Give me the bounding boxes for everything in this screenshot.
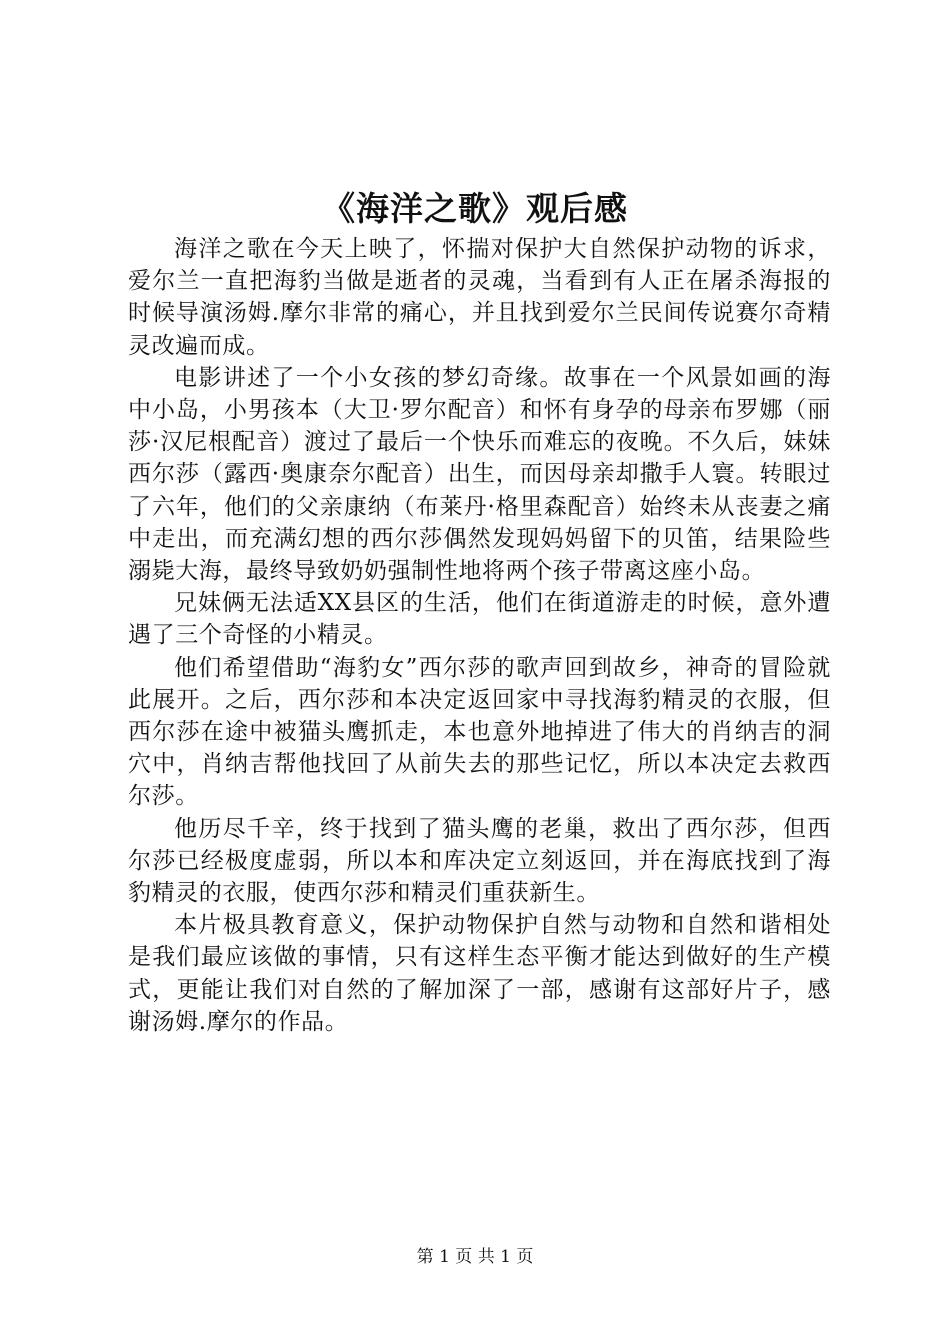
paragraph-3: 兄妹俩无法适XX县区的生活，他们在街道游走的时候，意外遭遇了三个奇怪的小精灵。: [128, 590, 831, 649]
paragraph-5: 他历尽千辛，终于找到了猫头鹰的老巢，救出了西尔莎，但西尔莎已经极度虚弱，所以本和库决定立刻返回，并在海底找到了海豹精灵的衣服，使西尔莎和精灵们重获新生。: [128, 815, 831, 907]
paragraph-4: 他们希望借助“海豹女”西尔莎的歌声回到故乡，神奇的冒险就此展开。之后，西尔莎和本决定返回家中寻找海豹精灵的衣服，但西尔莎在途中被猫头鹰抓走，本也意外地掉进了伟大的肖纳吉的洞穴中，肖纳吉帮他找回了从前失去的那些记忆，所以本决定去救西尔莎。: [128, 654, 831, 810]
page-number-footer: 第 1 页 共 1 页: [416, 1247, 534, 1267]
document-body: [128, 233, 831, 1038]
document-title: 《海洋之歌》观后感: [322, 189, 628, 228]
paragraph-2: 电影讲述了一个小女孩的梦幻奇缘。故事在一个风景如画的海中小岛，小男孩本（大卫·罗尔配音）和怀有身孕的母亲布罗娜（丽莎·汉尼根配音）渡过了最后一个快乐而难忘的夜晚。不久后，妹妹西尔莎（露西·奥康奈尔配音）出生，而因母亲却撒手人寰。转眼过了六年，他们的父亲康纳（布莱丹·格里森配音）始终未从丧妻之痛中走出，而充满幻想的西尔莎偶然发现妈妈留下的贝笛，结果险些溺毙大海，最终导致奶奶强制性地将两个孩子带离这座小岛。: [128, 364, 831, 585]
paragraph-1: 海洋之歌在今天上映了，怀揣对保护大自然保护动物的诉求，爱尔兰一直把海豹当做是逝者的灵魂，当看到有人正在屠杀海报的时候导演汤姆.摩尔非常的痛心，并且找到爱尔兰民间传说赛尔奇精灵改遍而成。: [128, 236, 831, 359]
paragraph-6: 本片极具教育意义，保护动物保护自然与动物和自然和谐相处是我们最应该做的事情，只有这样生态平衡才能达到做好的生产模式，更能让我们对自然的了解加深了一部，感谢有这部好片子，感谢汤姆.摩尔的作品。: [128, 912, 831, 1035]
